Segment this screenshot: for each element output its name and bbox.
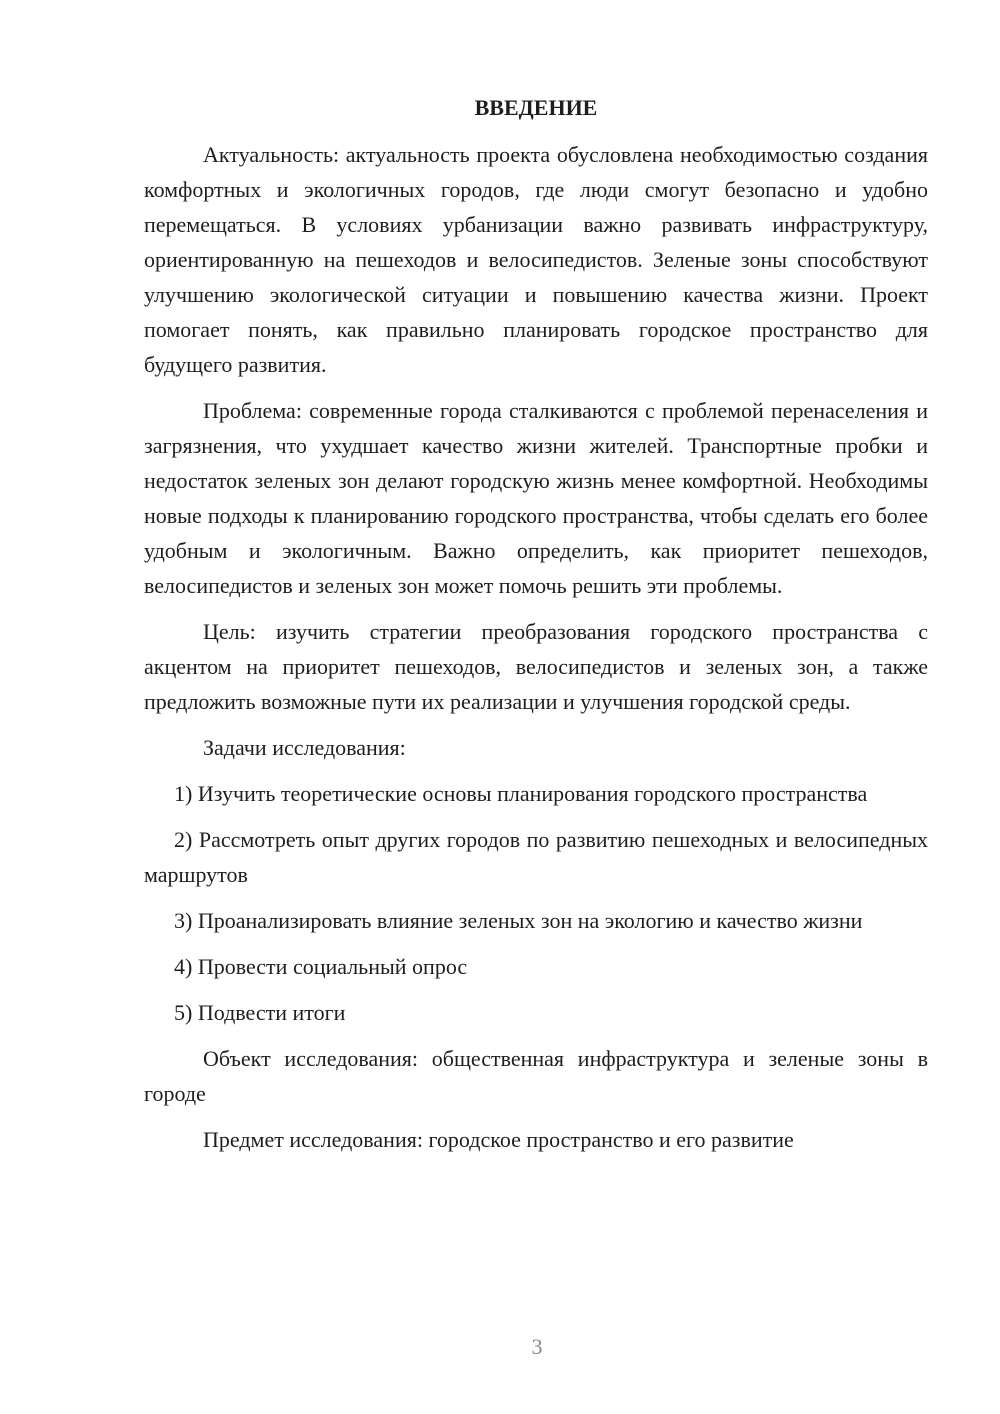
goal-paragraph: Цель: изучить стратегии преобразования городского пространства с акцентом на приоритет пешеходов, велосипедистов и зеленых зон, а также предложить возможные пути их реализации и улучшения городской среды. xyxy=(144,619,928,714)
problem-paragraph: Проблема: современные города сталкиваются с проблемой перенаселения и загрязнения, что ухудшает качество жизни жителей. Транспортные пробки и недостаток зеленых зон делают городскую жизнь менее комфортной. Необходимы новые подходы к планированию городского пространства, чтобы сделать его более удобным и экологичным. Важно определить, как приоритет пешеходов, велосипедистов и зеленых зон может помочь решить эти проблемы. xyxy=(144,398,928,598)
page-content xyxy=(144,90,928,1168)
task-item-1: 1) Изучить теоретические основы планирования городского пространства xyxy=(174,781,868,806)
task-item-2: 2) Рассмотреть опыт других городов по развитию пешеходных и велосипедных маршрутов xyxy=(144,827,928,887)
relevance-paragraph: Актуальность: актуальность проекта обусловлена необходимостью создания комфортных и экологичных городов, где люди смогут безопасно и удобно перемещаться. В условиях урбанизации важно развивать инфраструктуру, ориентированную на пешеходов и велосипедистов. Зеленые зоны способствуют улучшению экологической ситуации и повышению качества жизни. Проект помогает понять, как правильно планировать городское пространство для будущего развития. xyxy=(144,142,928,377)
task-item-3: 3) Проанализировать влияние зеленых зон на экологию и качество жизни xyxy=(174,908,863,933)
object-paragraph: Объект исследования: общественная инфраструктура и зеленые зоны в городе xyxy=(144,1046,928,1106)
page-number: 3 xyxy=(531,1334,543,1359)
tasks-heading: Задачи исследования: xyxy=(203,735,406,760)
task-item-5: 5) Подвести итоги xyxy=(174,1000,346,1025)
section-heading: ВВЕДЕНИЕ xyxy=(474,95,598,120)
subject-paragraph: Предмет исследования: городское пространство и его развитие xyxy=(203,1127,794,1152)
task-item-4: 4) Провести социальный опрос xyxy=(174,954,468,979)
